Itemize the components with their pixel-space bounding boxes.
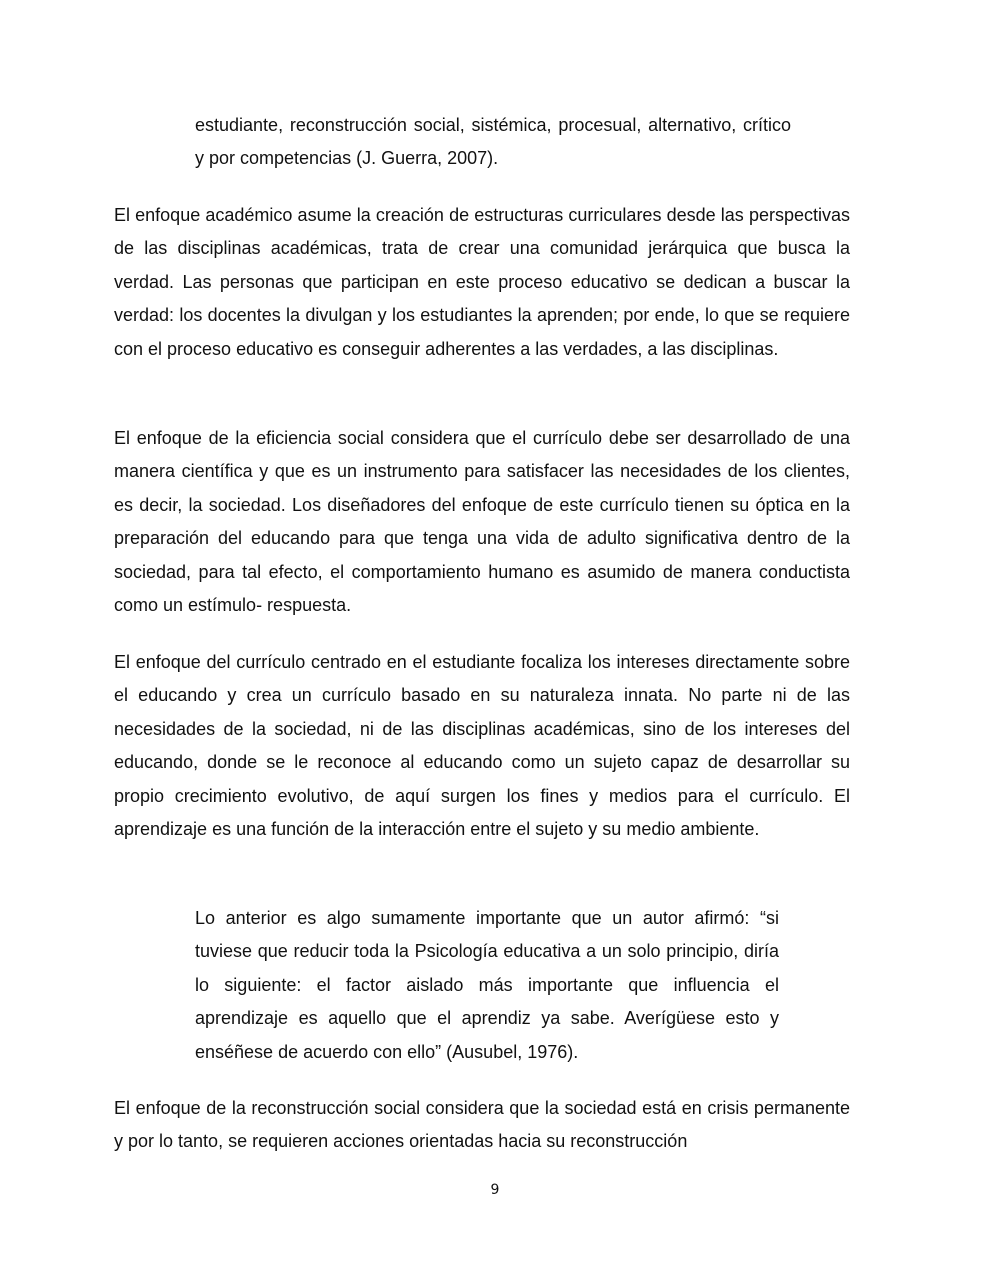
block-quote-ausubel: Lo anterior es algo sumamente importante que un autor afirmó: “si tuviese que reducir toda la Psicología educativa a un solo principio, diría lo siguiente: el factor aislado más importante que influencia el aprendizaje es aquello que el aprendiz ya sabe. Averígüese esto y enséñese de acuerdo con ello” (Ausubel, 1976).: [195, 908, 779, 1062]
paragraph-student-centered: El enfoque del currículo centrado en el estudiante focaliza los intereses directamente sobre el educando y crea un currículo basado en su naturaleza innata. No parte ni de las necesidades de la sociedad, ni de las disciplinas académicas, sino de los intereses del educando, donde se le reconoce al educando como un sujeto capaz de desarrollar su propio crecimiento evolutivo, de aquí surgen los fines y medios para el currículo. El aprendizaje es una función de la interacción entre el sujeto y su medio ambiente.: [114, 652, 850, 840]
paragraph-social-efficiency: El enfoque de la eficiencia social considera que el currículo debe ser desarrollado de una manera científica y que es un instrumento para satisfacer las necesidades de los clientes, es decir, la sociedad. Los diseñadores del enfoque de este currículo tienen su óptica en la preparación del educando para que tenga una vida de adulto significativa dentro de la sociedad, para tal efecto, el comportamiento humano es asumido de manera conductista como un estímulo- respuesta.: [114, 428, 850, 616]
paragraph-social-reconstruction: El enfoque de la reconstrucción social considera que la sociedad está en crisis permanente y por lo tanto, se requieren acciones orientadas hacia su reconstrucción: [114, 1098, 850, 1152]
paragraph-academic-approach: El enfoque académico asume la creación de estructuras curriculares desde las perspectivas de las disciplinas académicas, trata de crear una comunidad jerárquica que busca la verdad. Las personas que participan en este proceso educativo se dedican a buscar la verdad: los docentes la divulgan y los estudiantes la aprenden; por ende, lo que se requiere con el proceso educativo es conseguir adherentes a las verdades, a las disciplinas.: [114, 205, 850, 359]
quote-continuation: estudiante, reconstrucción social, sistémica, procesual, alternativo, crítico y por competencias (J. Guerra, 2007).: [195, 115, 791, 169]
page-number: 9: [490, 1182, 500, 1198]
